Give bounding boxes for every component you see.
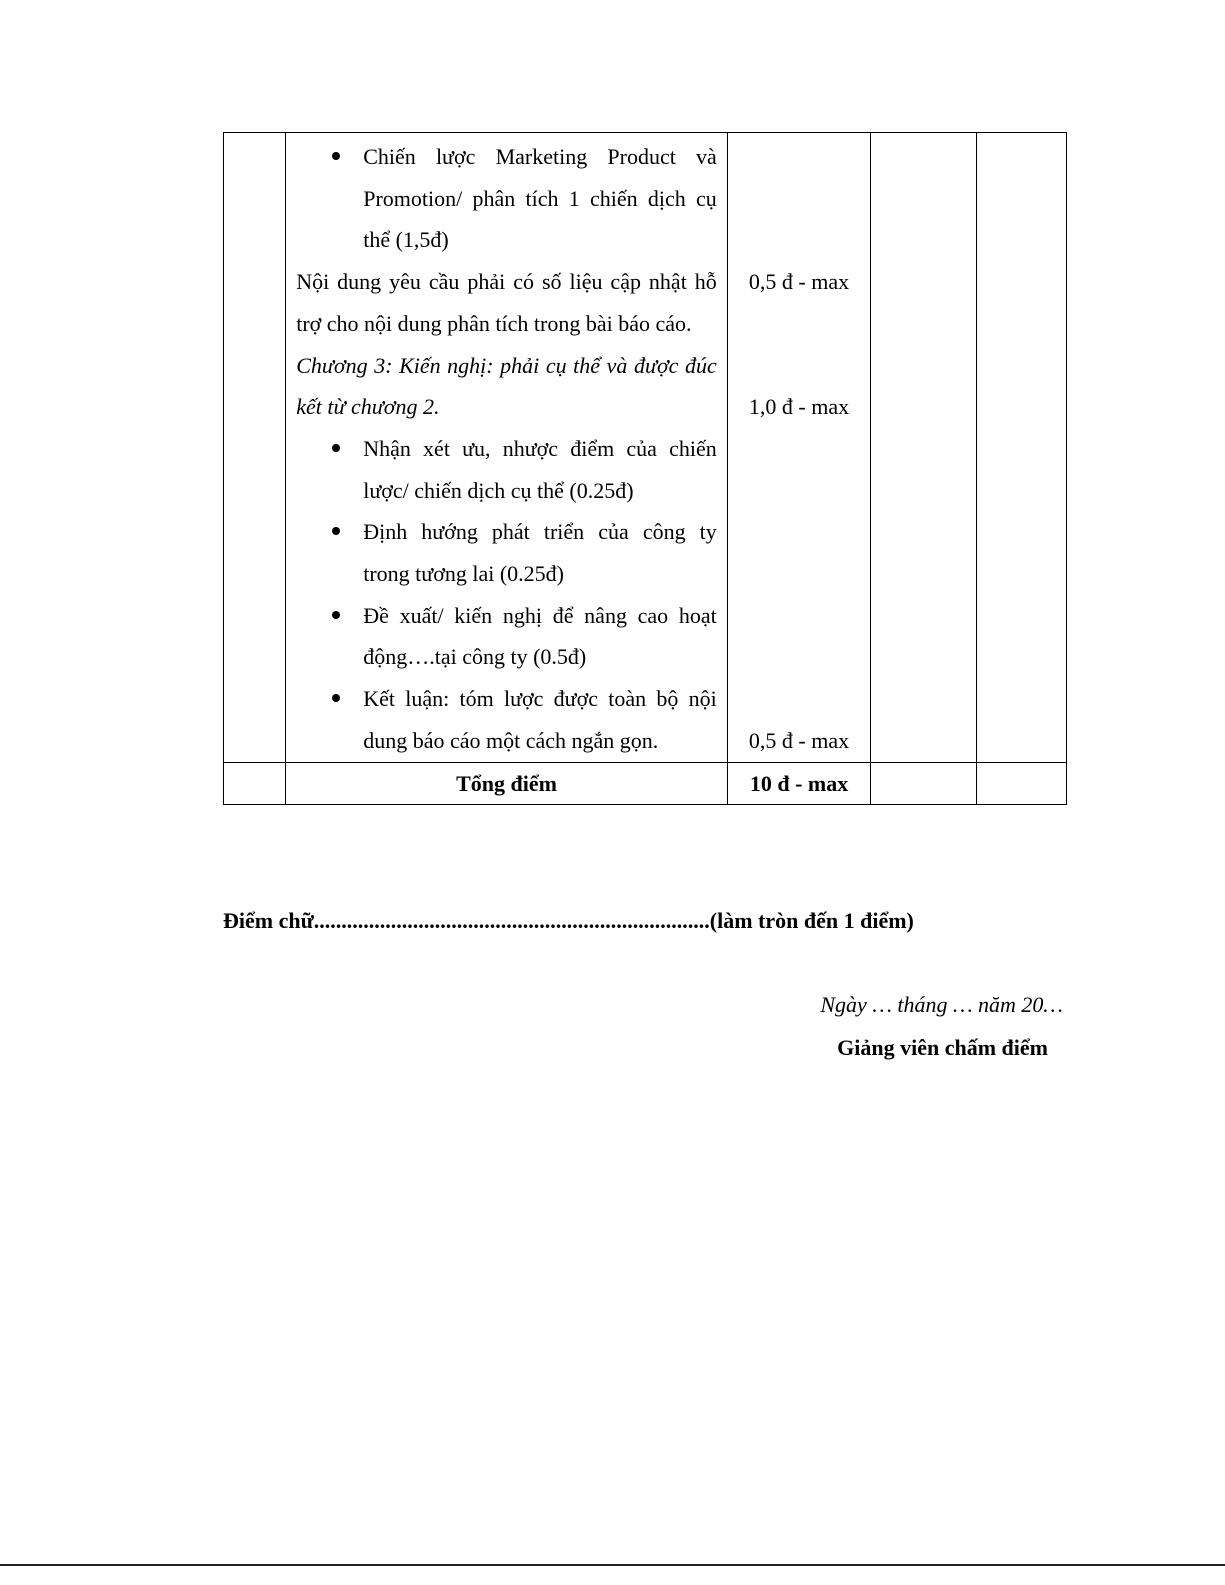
criteria-row xyxy=(224,133,1067,763)
lecturer-signature-label: Giảng viên chấm điểm xyxy=(837,1035,1048,1060)
score-conclusion: 0,5 đ - max xyxy=(748,727,850,753)
bullet-proposals: Đề xuất/ kiến nghị để nâng cao hoạt động….tại công ty (0.5đ) xyxy=(296,595,717,678)
bullet-icon xyxy=(332,152,340,160)
updated-data-requirement: Nội dung yêu cầu phải có số liệu cập nhật hỗ trợ cho nội dung phân tích trong bài báo cáo. xyxy=(296,269,717,336)
bullet-pros-cons: Nhận xét ưu, nhược điểm của chiến lược/ chiến dịch cụ thể (0.25đ) xyxy=(296,428,717,511)
bullet-marketing-strategy: Chiến lược Marketing Product và Promotion/ phân tích 1 chiến dịch cụ thể (1,5đ) xyxy=(296,136,717,261)
index-cell xyxy=(224,133,286,763)
date-line: Ngày … tháng … năm 20… xyxy=(820,992,1063,1017)
bullet-icon xyxy=(332,527,340,535)
total-label: Tổng điểm xyxy=(286,762,728,805)
grading-table xyxy=(223,132,1067,805)
bullet-icon xyxy=(332,611,340,619)
score-given-cell xyxy=(871,133,976,763)
score-in-words-label: Điểm chữ xyxy=(223,908,314,933)
total-row xyxy=(224,762,1067,805)
bottom-divider xyxy=(0,1564,1225,1566)
score-in-words-dots: ........................................................................ xyxy=(313,908,710,933)
rounding-note: (làm tròn đến 1 điểm) xyxy=(709,908,914,933)
total-index-cell xyxy=(224,762,286,805)
total-given-cell xyxy=(871,762,976,805)
bullet-conclusion: Kết luận: tóm lược được toàn bộ nội dung báo cáo một cách ngắn gọn. xyxy=(296,678,717,761)
total-score: 10 đ - max xyxy=(727,762,871,805)
score-in-words-line xyxy=(223,905,1067,937)
score-chapter-3: 1,0 đ - max xyxy=(748,394,850,420)
criteria-cell xyxy=(286,133,728,763)
bullet-icon xyxy=(332,444,340,452)
score-updated-data: 0,5 đ - max xyxy=(748,269,850,295)
notes-cell xyxy=(976,133,1066,763)
max-score-cell xyxy=(727,133,871,763)
total-notes-cell xyxy=(976,762,1066,805)
bullet-icon xyxy=(332,694,340,702)
chapter-3-heading: Chương 3: Kiến nghị: phải cụ thể và được đúc kết từ chương 2. xyxy=(296,352,717,420)
bullet-development-direction: Định hướng phát triển của công ty trong tương lai (0.25đ) xyxy=(296,511,717,594)
